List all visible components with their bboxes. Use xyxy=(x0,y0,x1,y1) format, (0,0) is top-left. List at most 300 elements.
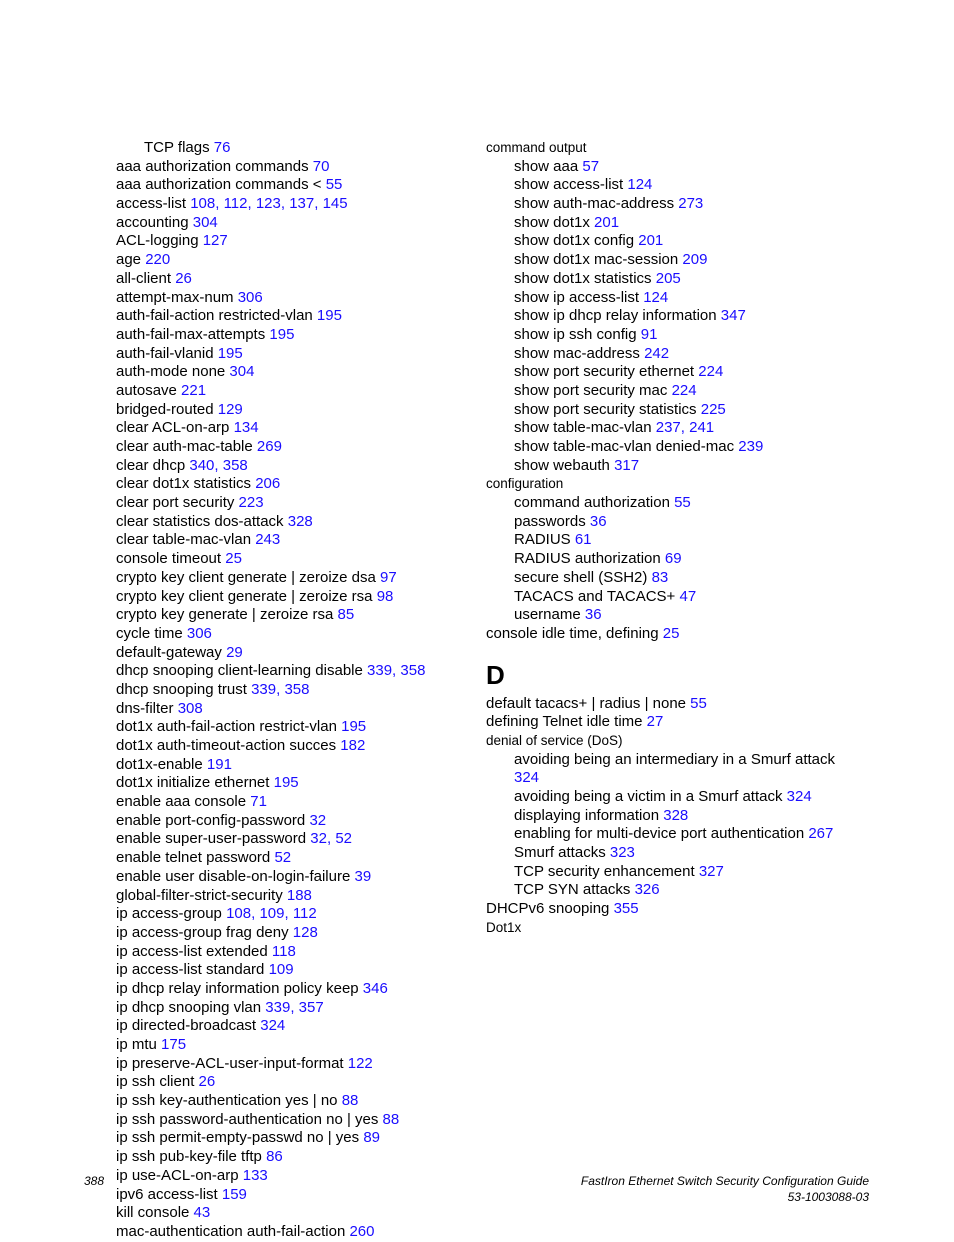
index-entry xyxy=(486,807,866,826)
page-reference-link[interactable]: 188 xyxy=(286,886,312,904)
page-reference-link[interactable]: 98 xyxy=(376,587,394,605)
page-reference-link[interactable]: 260 xyxy=(349,1222,375,1240)
page-reference-link[interactable]: 327 xyxy=(698,862,724,880)
index-entry xyxy=(116,550,476,569)
index-entry-term: clear statistics dos-attack xyxy=(116,512,288,530)
page-reference-link[interactable]: 71 xyxy=(250,793,267,811)
index-entry xyxy=(116,1223,476,1242)
page-reference-link[interactable]: 357 xyxy=(298,998,324,1016)
page-link-separator: , xyxy=(251,905,260,923)
page-reference-link[interactable]: 273 xyxy=(678,195,704,213)
index-entry xyxy=(116,270,476,289)
page-reference-link[interactable]: 306 xyxy=(237,288,263,306)
index-entry xyxy=(116,345,476,364)
page-reference-link[interactable]: 124 xyxy=(643,288,669,306)
index-entry xyxy=(116,700,476,719)
page-reference-link[interactable]: 109 xyxy=(268,961,294,979)
index-entry xyxy=(116,1092,476,1111)
index-entry xyxy=(486,788,866,807)
index-entry-term: crypto key client generate | zeroize rsa xyxy=(116,587,377,605)
page-reference-link[interactable]: 347 xyxy=(720,307,746,325)
index-entry xyxy=(116,588,476,607)
page-reference-link[interactable]: 112 xyxy=(223,195,248,213)
page-reference-link[interactable]: 195 xyxy=(217,344,243,362)
index-entry xyxy=(116,849,476,868)
index-entry-term: bridged-routed xyxy=(116,400,218,418)
index-entry xyxy=(486,232,866,251)
index-entry-term: ip dhcp snooping vlan xyxy=(116,998,266,1016)
index-entry-term: enable aaa console xyxy=(116,793,251,811)
index-entry-term: dot1x initialize ethernet xyxy=(116,774,274,792)
index-entry-term: dot1x auth-timeout-action succes xyxy=(116,737,341,754)
index-right-column xyxy=(486,139,866,938)
index-entry xyxy=(486,401,866,420)
page-reference-link[interactable]: 137 xyxy=(289,195,315,213)
index-entry xyxy=(486,457,866,476)
index-entry-term: ip mtu xyxy=(116,1036,162,1053)
index-entry-term: avoiding being an intermediary in a Smurf attack xyxy=(514,750,836,768)
index-entry xyxy=(486,382,866,401)
index-entry xyxy=(486,919,866,938)
index-entry-term: command output xyxy=(486,140,587,155)
index-entry xyxy=(116,307,476,326)
page-reference-link[interactable]: 32 xyxy=(309,811,327,829)
index-entry-term: ipv6 access-list xyxy=(116,1185,222,1203)
index-entry-term: command authorization xyxy=(514,494,675,512)
page-reference-link[interactable]: 269 xyxy=(256,438,282,455)
page-reference-link[interactable]: 89 xyxy=(363,1129,381,1147)
index-left-column xyxy=(116,139,476,1242)
page-reference-link[interactable]: 128 xyxy=(292,923,318,941)
page-reference-link[interactable]: 221 xyxy=(181,381,207,399)
index-entry-term: access-list xyxy=(116,195,191,213)
index-entry-term: mac-authentication auth-fail-action xyxy=(116,1222,350,1240)
index-entry xyxy=(116,924,476,943)
index-entry xyxy=(116,756,476,775)
index-entry xyxy=(116,830,476,849)
index-entry xyxy=(116,999,476,1018)
index-entry-term: default tacacs+ | radius | none xyxy=(486,694,691,712)
index-entry xyxy=(116,887,476,906)
page-link-separator: , xyxy=(215,195,224,213)
page-reference-link[interactable]: 36 xyxy=(584,606,602,624)
index-entry-term: TCP security enhancement xyxy=(514,862,699,880)
page-reference-link[interactable]: 129 xyxy=(217,400,243,418)
index-entry xyxy=(116,1148,476,1167)
index-entry xyxy=(116,606,476,625)
page-reference-link[interactable]: 224 xyxy=(671,381,697,399)
index-entry-term: show ip ssh config xyxy=(514,325,641,343)
page-reference-link[interactable]: 191 xyxy=(206,755,232,773)
page-reference-link[interactable]: 304 xyxy=(192,213,218,231)
page-reference-link[interactable]: 239 xyxy=(738,438,764,455)
index-entry-term: enable port-config-password xyxy=(116,811,310,829)
index-entry-term: cycle time xyxy=(116,624,187,642)
page-reference-link[interactable]: 27 xyxy=(646,713,664,731)
index-entry xyxy=(116,943,476,962)
index-entry xyxy=(486,195,866,214)
index-entry xyxy=(116,214,476,233)
page-reference-link[interactable]: 242 xyxy=(644,344,670,362)
index-entry xyxy=(116,868,476,887)
index-entry-term: show webauth xyxy=(514,456,615,474)
page-reference-link[interactable]: 201 xyxy=(594,213,620,231)
index-right-top-entries xyxy=(486,139,866,644)
index-entry-term: dhcp snooping trust xyxy=(116,680,252,698)
index-entry-term: show auth-mac-address xyxy=(514,195,679,213)
index-entry-term: show port security statistics xyxy=(514,400,701,418)
page-reference-link[interactable]: 358 xyxy=(400,662,426,680)
index-entry xyxy=(486,139,866,158)
index-entry-term: age xyxy=(116,251,146,269)
page-reference-link[interactable]: 61 xyxy=(574,531,592,549)
page-reference-link[interactable]: 133 xyxy=(242,1166,268,1184)
index-entry xyxy=(486,326,866,345)
index-entry xyxy=(486,751,854,788)
index-entry-term: aaa authorization commands < xyxy=(116,176,326,194)
index-entry xyxy=(116,1129,476,1148)
page-reference-link[interactable]: 326 xyxy=(634,881,660,899)
index-entry xyxy=(116,419,476,438)
page-reference-link[interactable]: 195 xyxy=(273,774,299,792)
index-entry-term: ip dhcp relay information policy keep xyxy=(116,979,363,997)
index-entry-term: ip ssh password-authentication no | yes xyxy=(116,1110,383,1128)
footer-guide-name: FastIron Ethernet Switch Security Configuration Guide xyxy=(580,1174,869,1188)
page-reference-link[interactable]: 123 xyxy=(255,195,281,213)
index-entry-term: clear dhcp xyxy=(116,456,190,474)
page-reference-link[interactable]: 26 xyxy=(175,269,192,287)
page-reference-link[interactable]: 206 xyxy=(255,475,281,493)
page-reference-link[interactable]: 55 xyxy=(325,176,343,194)
index-entry xyxy=(116,382,476,401)
page-reference-link[interactable]: 317 xyxy=(614,456,640,474)
index-entry xyxy=(116,289,476,308)
index-entry xyxy=(116,1017,476,1036)
page-reference-link[interactable]: 85 xyxy=(337,606,355,624)
page-reference-link[interactable]: 76 xyxy=(213,139,231,156)
page-reference-link[interactable]: 328 xyxy=(663,806,689,824)
index-entry-term: TCP SYN attacks xyxy=(514,881,635,899)
index-entry-term: show table-mac-vlan denied-mac xyxy=(514,438,739,455)
index-entry xyxy=(116,513,476,532)
index-entry xyxy=(116,793,476,812)
index-entry-term: attempt-max-num xyxy=(116,288,238,306)
index-entry xyxy=(116,1036,476,1055)
index-entry-term: ip use-ACL-on-arp xyxy=(116,1166,243,1184)
page-reference-link[interactable]: 57 xyxy=(582,157,600,175)
index-entry-term: show dot1x mac-session xyxy=(514,251,683,269)
page-reference-link[interactable]: 224 xyxy=(698,363,724,381)
footer-guide-title xyxy=(581,1174,869,1205)
index-entry-term: show access-list xyxy=(514,176,628,194)
index-entry xyxy=(116,363,476,382)
page-link-separator: , xyxy=(214,456,223,474)
page-link-separator: , xyxy=(290,998,299,1016)
index-entry xyxy=(116,457,476,476)
index-entry xyxy=(116,774,476,793)
index-entry xyxy=(116,737,476,756)
index-entry-term: clear ACL-on-arp xyxy=(116,419,234,437)
index-entry-term: console timeout xyxy=(116,550,226,568)
page-reference-link[interactable]: 304 xyxy=(229,363,255,381)
page-reference-link[interactable]: 118 xyxy=(271,942,296,960)
page-reference-link[interactable]: 29 xyxy=(226,643,243,661)
index-entry xyxy=(486,844,866,863)
page-reference-link[interactable]: 324 xyxy=(514,769,540,787)
index-entry xyxy=(486,251,866,270)
index-entry xyxy=(116,438,476,457)
index-entry-term: show dot1x statistics xyxy=(514,269,656,287)
page-reference-link[interactable]: 355 xyxy=(613,900,639,918)
page-reference-link[interactable]: 26 xyxy=(198,1073,216,1091)
index-entry xyxy=(486,289,866,308)
index-entry-term: enable telnet password xyxy=(116,849,275,867)
index-entry-term: show port security mac xyxy=(514,381,672,399)
page-reference-link[interactable]: 308 xyxy=(177,699,203,717)
page-reference-link[interactable]: 175 xyxy=(161,1036,187,1053)
page-reference-link[interactable]: 43 xyxy=(193,1204,211,1222)
page-reference-link[interactable]: 127 xyxy=(202,232,228,250)
page-reference-link[interactable]: 225 xyxy=(700,400,726,418)
page-reference-link[interactable]: 324 xyxy=(260,1017,286,1035)
page-reference-link[interactable]: 339 xyxy=(251,680,277,698)
index-entry-term: ip access-group xyxy=(116,905,227,923)
index-entry-term: crypto key generate | zeroize rsa xyxy=(116,606,338,624)
page-reference-link[interactable]: 109 xyxy=(259,905,285,923)
index-entry xyxy=(486,588,866,607)
page-link-separator: , xyxy=(326,830,336,848)
index-entry xyxy=(116,625,476,644)
page-reference-link[interactable]: 39 xyxy=(354,867,372,885)
page-reference-link[interactable]: 122 xyxy=(347,1054,373,1072)
index-entry xyxy=(486,363,866,382)
index-entry-term: ip access-list extended xyxy=(116,942,272,960)
index-entry-term: passwords xyxy=(514,512,590,530)
index-entry-term: clear port security xyxy=(116,494,239,512)
page-reference-link[interactable]: 267 xyxy=(808,825,834,843)
index-entry-term: ip ssh permit-empty-passwd no | yes xyxy=(116,1129,364,1147)
index-entry xyxy=(486,494,866,513)
page-reference-link[interactable]: 324 xyxy=(786,788,812,806)
index-entry xyxy=(116,980,476,999)
index-entry xyxy=(116,1055,476,1074)
index-entry-term: secure shell (SSH2) xyxy=(514,568,652,586)
page-reference-link[interactable]: 52 xyxy=(335,830,352,848)
index-entry-term: enable super-user-password xyxy=(116,830,311,848)
index-entry-term: show port security ethernet xyxy=(514,363,699,381)
index-entry-term: show aaa xyxy=(514,157,583,175)
page-reference-link[interactable]: 306 xyxy=(186,624,212,642)
index-entry xyxy=(486,531,866,550)
index-entry-term: denial of service (DoS) xyxy=(486,732,623,748)
index-entry-term: enabling for multi-device port authentication xyxy=(514,825,809,843)
index-entry-term: displaying information xyxy=(514,806,664,824)
index-entry xyxy=(116,718,476,737)
index-entry xyxy=(486,625,866,644)
index-entry-term: TCP flags xyxy=(144,139,214,156)
index-entry xyxy=(116,961,476,980)
index-entry-term: ip directed-broadcast xyxy=(116,1017,261,1035)
index-entry-term: crypto key client generate | zeroize dsa xyxy=(116,568,381,586)
page-reference-link[interactable]: 52 xyxy=(274,849,292,867)
index-entry-term: RADIUS authorization xyxy=(514,550,665,568)
index-entry-term: default-gateway xyxy=(116,643,227,661)
page-reference-link[interactable]: 47 xyxy=(679,587,697,605)
index-entry xyxy=(116,569,476,588)
page-link-separator: , xyxy=(247,195,256,213)
page-reference-link[interactable]: 182 xyxy=(340,737,366,754)
page-link-separator: , xyxy=(392,662,401,680)
index-entry-term: ACL-logging xyxy=(116,232,203,250)
page-link-separator: , xyxy=(276,680,285,698)
index-entry-term: show dot1x xyxy=(514,213,595,231)
page-reference-link[interactable]: 32 xyxy=(310,830,327,848)
page-reference-link[interactable]: 340 xyxy=(189,456,215,474)
index-entry-term: dot1x-enable xyxy=(116,755,207,773)
page-link-separator: , xyxy=(284,905,293,923)
index-entry-term: ip preserve-ACL-user-input-format xyxy=(116,1054,348,1072)
index-entry xyxy=(116,662,476,681)
index-entry-term: defining Telnet idle time xyxy=(486,713,647,731)
index-entry-term: show ip access-list xyxy=(514,288,644,306)
index-entry-term: all-client xyxy=(116,269,176,287)
page-reference-link[interactable]: 201 xyxy=(638,232,664,250)
index-entry xyxy=(486,419,866,438)
index-right-bottom-entries xyxy=(486,695,866,938)
page-reference-link[interactable]: 108 xyxy=(190,195,216,213)
index-entry-term: Smurf attacks xyxy=(514,844,610,862)
index-entry xyxy=(116,195,476,214)
index-entry xyxy=(116,1167,476,1186)
index-entry xyxy=(486,214,866,233)
page-reference-link[interactable]: 124 xyxy=(627,176,653,194)
page-reference-link[interactable]: 195 xyxy=(341,718,367,736)
index-entry-term: show table-mac-vlan xyxy=(514,419,656,437)
page-reference-link[interactable]: 69 xyxy=(664,550,682,568)
index-entry xyxy=(486,176,866,195)
index-entry-term: aaa authorization commands xyxy=(116,157,313,175)
index-entry xyxy=(486,900,866,919)
index-entry-term: auth-fail-max-attempts xyxy=(116,325,270,343)
page-reference-link[interactable]: 108 xyxy=(226,905,252,923)
index-entry-term: clear auth-mac-table xyxy=(116,438,257,455)
page-reference-link[interactable]: 220 xyxy=(145,251,171,269)
page-reference-link[interactable]: 25 xyxy=(662,624,680,642)
index-entry-term: show ip dhcp relay information xyxy=(514,307,721,325)
page-reference-link[interactable]: 55 xyxy=(674,494,691,512)
page-reference-link[interactable]: 323 xyxy=(609,844,635,862)
index-entry-term: RADIUS xyxy=(514,531,575,549)
index-entry-term: ip access-list standard xyxy=(116,961,269,979)
index-entry xyxy=(486,713,866,732)
page-reference-link[interactable]: 339 xyxy=(367,662,393,680)
index-entry xyxy=(116,1186,476,1205)
page-reference-link[interactable]: 91 xyxy=(640,325,658,343)
page-reference-link[interactable]: 195 xyxy=(269,325,295,343)
page-reference-link[interactable]: 195 xyxy=(316,307,342,325)
page-reference-link[interactable]: 55 xyxy=(690,694,707,712)
index-entry-term: ip ssh key-authentication yes | no xyxy=(116,1092,342,1110)
index-entry xyxy=(116,1111,476,1130)
index-entry xyxy=(486,825,866,844)
index-entry xyxy=(486,270,866,289)
page-reference-link[interactable]: 159 xyxy=(221,1185,247,1203)
page-reference-link[interactable]: 339 xyxy=(265,998,291,1016)
page-reference-link[interactable]: 88 xyxy=(382,1110,400,1128)
index-entry-term: auth-fail-vlanid xyxy=(116,344,218,362)
page-reference-link[interactable]: 328 xyxy=(287,512,313,530)
section-heading-d: D xyxy=(486,659,505,690)
index-entry xyxy=(486,695,866,714)
page-reference-link[interactable]: 358 xyxy=(222,456,248,474)
index-entry xyxy=(486,345,866,364)
page-reference-link[interactable]: 88 xyxy=(341,1092,359,1110)
index-entry-term: console idle time, defining xyxy=(486,624,663,642)
page-reference-link[interactable]: 134 xyxy=(233,419,259,437)
index-entry-term: username xyxy=(514,606,585,624)
index-entry xyxy=(116,494,476,513)
page-link-separator: , xyxy=(680,419,690,437)
page-number: 388 xyxy=(84,1174,105,1188)
index-entry-term: ip ssh client xyxy=(116,1073,199,1091)
page-reference-link[interactable]: 358 xyxy=(284,680,310,698)
index-entry-term: kill console xyxy=(116,1204,194,1222)
index-entry-term: avoiding being a victim in a Smurf attack xyxy=(514,788,787,806)
index-entry xyxy=(116,139,476,158)
page-reference-link[interactable]: 112 xyxy=(292,905,317,923)
index-entry-term: dot1x auth-fail-action restrict-vlan xyxy=(116,718,342,736)
page-reference-link[interactable]: 145 xyxy=(322,195,348,213)
index-entry xyxy=(116,681,476,700)
index-entry xyxy=(486,513,866,532)
index-entry-term: DHCPv6 snooping xyxy=(486,900,614,918)
page-reference-link[interactable]: 25 xyxy=(225,550,242,568)
page-reference-link[interactable]: 86 xyxy=(266,1148,283,1166)
page-reference-link[interactable]: 243 xyxy=(255,531,281,549)
page-link-separator: , xyxy=(314,195,323,213)
footer-doc-number: 53-1003088-03 xyxy=(787,1189,869,1204)
index-entry-term: ip access-group frag deny xyxy=(116,923,293,941)
index-entry xyxy=(486,475,866,494)
page-reference-link[interactable]: 70 xyxy=(312,157,330,175)
page-reference-link[interactable]: 97 xyxy=(380,568,397,586)
page-reference-link[interactable]: 83 xyxy=(651,568,669,586)
index-entry xyxy=(116,326,476,345)
page-reference-link[interactable]: 223 xyxy=(238,494,264,512)
index-entry-term: TACACS and TACACS+ xyxy=(514,587,680,605)
page-reference-link[interactable]: 237 xyxy=(655,419,681,437)
index-entry-term: enable user disable-on-login-failure xyxy=(116,867,355,885)
page-reference-link[interactable]: 36 xyxy=(589,512,607,530)
page-reference-link[interactable]: 346 xyxy=(362,979,388,997)
index-entry xyxy=(116,644,476,663)
index-entry xyxy=(116,251,476,270)
page-reference-link[interactable]: 209 xyxy=(682,251,708,269)
index-entry xyxy=(116,158,476,177)
index-entry-term: clear table-mac-vlan xyxy=(116,531,256,549)
index-entry-term: ip ssh pub-key-file tftp xyxy=(116,1148,267,1166)
page-reference-link[interactable]: 205 xyxy=(655,269,681,287)
index-entry xyxy=(486,438,866,457)
index-entry-term: accounting xyxy=(116,213,193,231)
index-entry-term: auth-fail-action restricted-vlan xyxy=(116,307,317,325)
index-entry-term: auth-mode none xyxy=(116,363,230,381)
index-entry-term: dhcp snooping client-learning disable xyxy=(116,662,368,680)
index-entry-term: autosave xyxy=(116,381,182,399)
index-entry xyxy=(486,158,866,177)
page-reference-link[interactable]: 241 xyxy=(689,419,715,437)
index-entry xyxy=(486,550,866,569)
